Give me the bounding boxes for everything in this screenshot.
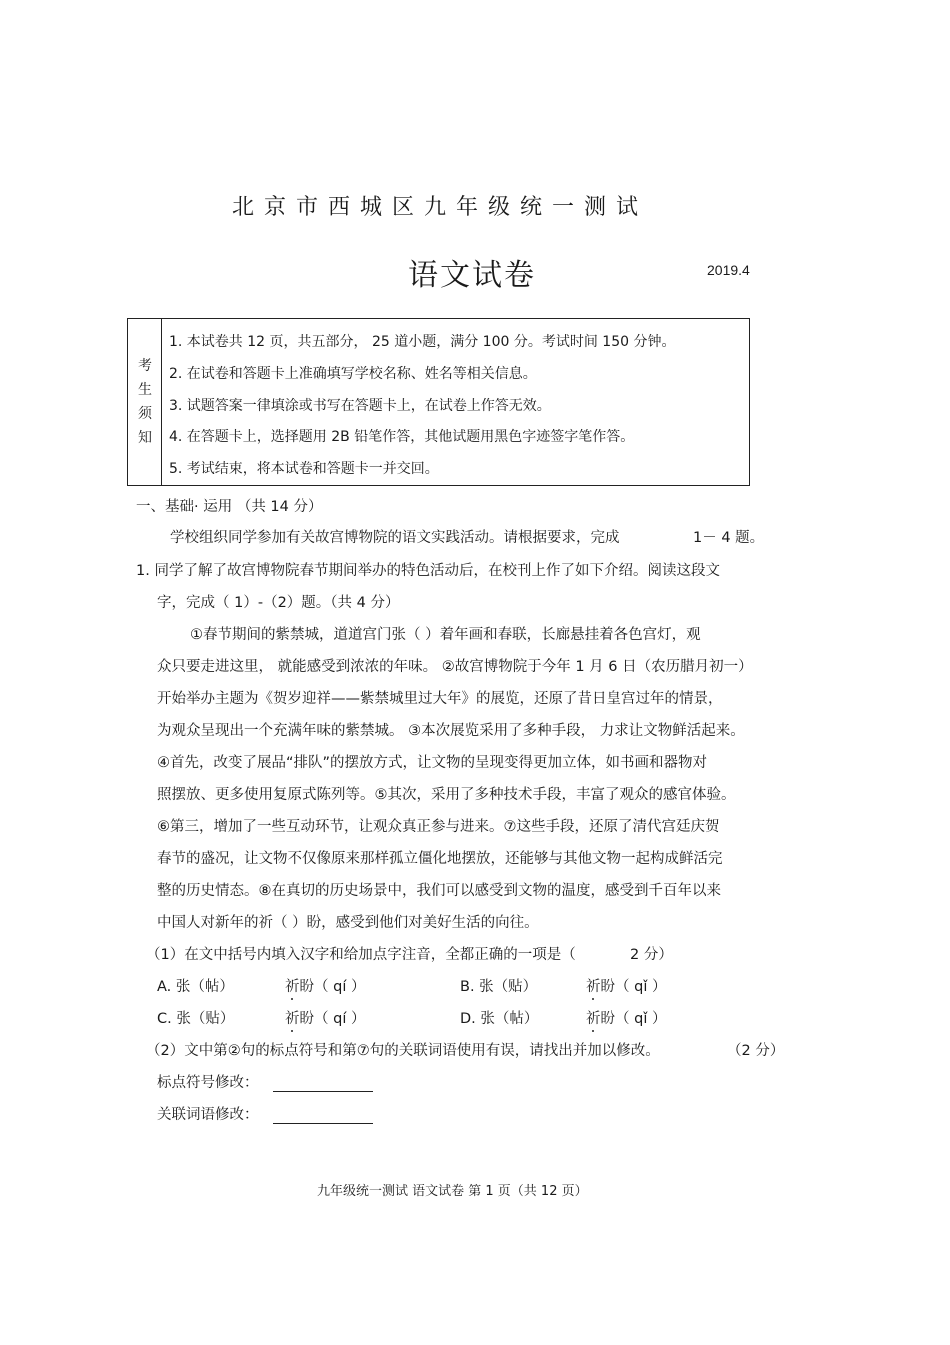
section-intro-range: 1－ 4 题。 [693,530,765,546]
fill-conjunction-label: 关联词语修改： [157,1107,259,1123]
dotted-char: 祈 [285,1011,300,1027]
passage-line: 整的历史情态。⑧在真切的历史场景中，我们可以感受到文物的温度，感受到千百年以来 [157,883,721,899]
passage-line: ①春节期间的紫禁城，道道宫门张（ ）着年画和春联，长廊悬挂着各色宫灯，观 [190,627,701,643]
page-footer: 九年级统一测试 语文试卷 第 1 页（共 12 页） [317,1184,588,1199]
dotted-char: 祈 [586,979,601,995]
subquestion-2: （2）文中第②句的标点符号和第⑦句的关联词语使用有误，请找出并加以修改。 [146,1043,660,1059]
notice-label-char: 生 [138,382,152,398]
notice-label [128,319,162,485]
section-intro: 学校组织同学参加有关故宫博物院的语文实践活动。请根据要求，完成 [170,530,620,546]
passage-line: 众只要走进这里， 就能感受到浓浓的年味。 ②故宫博物院于今年 1 月 6 日（农历腊月初一） [157,659,753,675]
notice-label-char: 知 [138,430,152,446]
option-a-left: A. 张（帖） [157,979,234,995]
option-c-left: C. 张（贴） [157,1011,235,1027]
dotted-char: 祈 [586,1011,601,1027]
option-b-left: B. 张（贴） [460,979,538,995]
subquestion-1-score: 2 分） [630,947,673,963]
notice-item: 5. 考试结束，将本试卷和答题卡一并交回。 [169,461,439,477]
passage-line: ⑥第三，增加了一些互动环节，让观众真正参与进来。⑦这些手段，还原了清代宫廷庆贺 [157,819,720,835]
exam-date: 2019.4 [707,262,750,278]
notice-label-char: 考 [138,358,152,374]
fill-punctuation [157,1071,373,1092]
option-d-right [586,1007,666,1028]
notice-item: 3. 试题答案一律填涂或书写在答题卡上，在试卷上作答无效。 [169,398,551,414]
passage-line: 开始举办主题为《贺岁迎祥——紫禁城里过大年》的展览，还原了昔日皇宫过年的情景， [157,691,723,707]
subquestion-2-score: （2 分） [727,1043,785,1059]
answer-blank[interactable] [273,1077,373,1092]
answer-blank[interactable] [273,1109,373,1124]
option-a-pinyin: 盼（ qí ） [299,979,366,995]
passage-line: 为观众呈现出一个充满年味的紫禁城。 ③本次展览采用了多种手段， 力求让文物鲜活起来。 [157,723,745,739]
option-c-pinyin: 盼（ qí ） [299,1011,366,1027]
option-a-right [285,975,365,996]
dotted-char: 祈 [285,979,300,995]
question-stem: 字，完成（ 1）-（2）题。（共 4 分） [157,595,400,611]
option-b-pinyin: 盼（ qǐ ） [600,979,667,995]
passage-line: ④首先，改变了展品“排队”的摆放方式，让文物的呈现变得更加立体，如书画和器物对 [157,755,708,771]
section-heading: 一、基础· 运用 （共 14 分） [136,499,323,515]
option-d-left: D. 张（帖） [460,1011,539,1027]
passage-line: 中国人对新年的祈（ ）盼，感受到他们对美好生活的向往。 [157,915,539,931]
option-b-right [586,975,666,996]
notice-item: 4. 在答题卡上，选择题用 2B 铅笔作答，其他试题用黑色字迹签字笔作答。 [169,429,635,445]
exam-title: 北京市西城区九年级统一测试 [232,195,649,220]
question-stem: 1. 同学了解了故宫博物院春节期间举办的特色活动后，在校刊上作了如下介绍。阅读这段文 [136,563,720,579]
notice-item: 2. 在试卷和答题卡上准确填写学校名称、姓名等相关信息。 [169,366,537,382]
fill-conjunction [157,1103,373,1124]
notice-item: 1. 本试卷共 12 页，共五部分， 25 道小题，满分 100 分。考试时间 150 分钟。 [169,334,676,350]
fill-punctuation-label: 标点符号修改： [157,1075,259,1091]
notice-box [127,318,750,486]
notice-label-char: 须 [138,406,152,422]
subquestion-1: （1）在文中括号内填入汉字和给加点字注音，全都正确的一项是（ [146,947,576,963]
option-c-right [285,1007,365,1028]
passage-line: 照摆放、更多使用复原式陈列等。⑤其次，采用了多种技术手段，丰富了观众的感官体验。 [157,787,736,803]
option-d-pinyin: 盼（ qǐ ） [600,1011,667,1027]
exam-subtitle: 语文试卷 [408,258,536,293]
passage-line: 春节的盛况，让文物不仅像原来那样孤立僵化地摆放，还能够与其他文物一起构成鲜活完 [157,851,723,867]
